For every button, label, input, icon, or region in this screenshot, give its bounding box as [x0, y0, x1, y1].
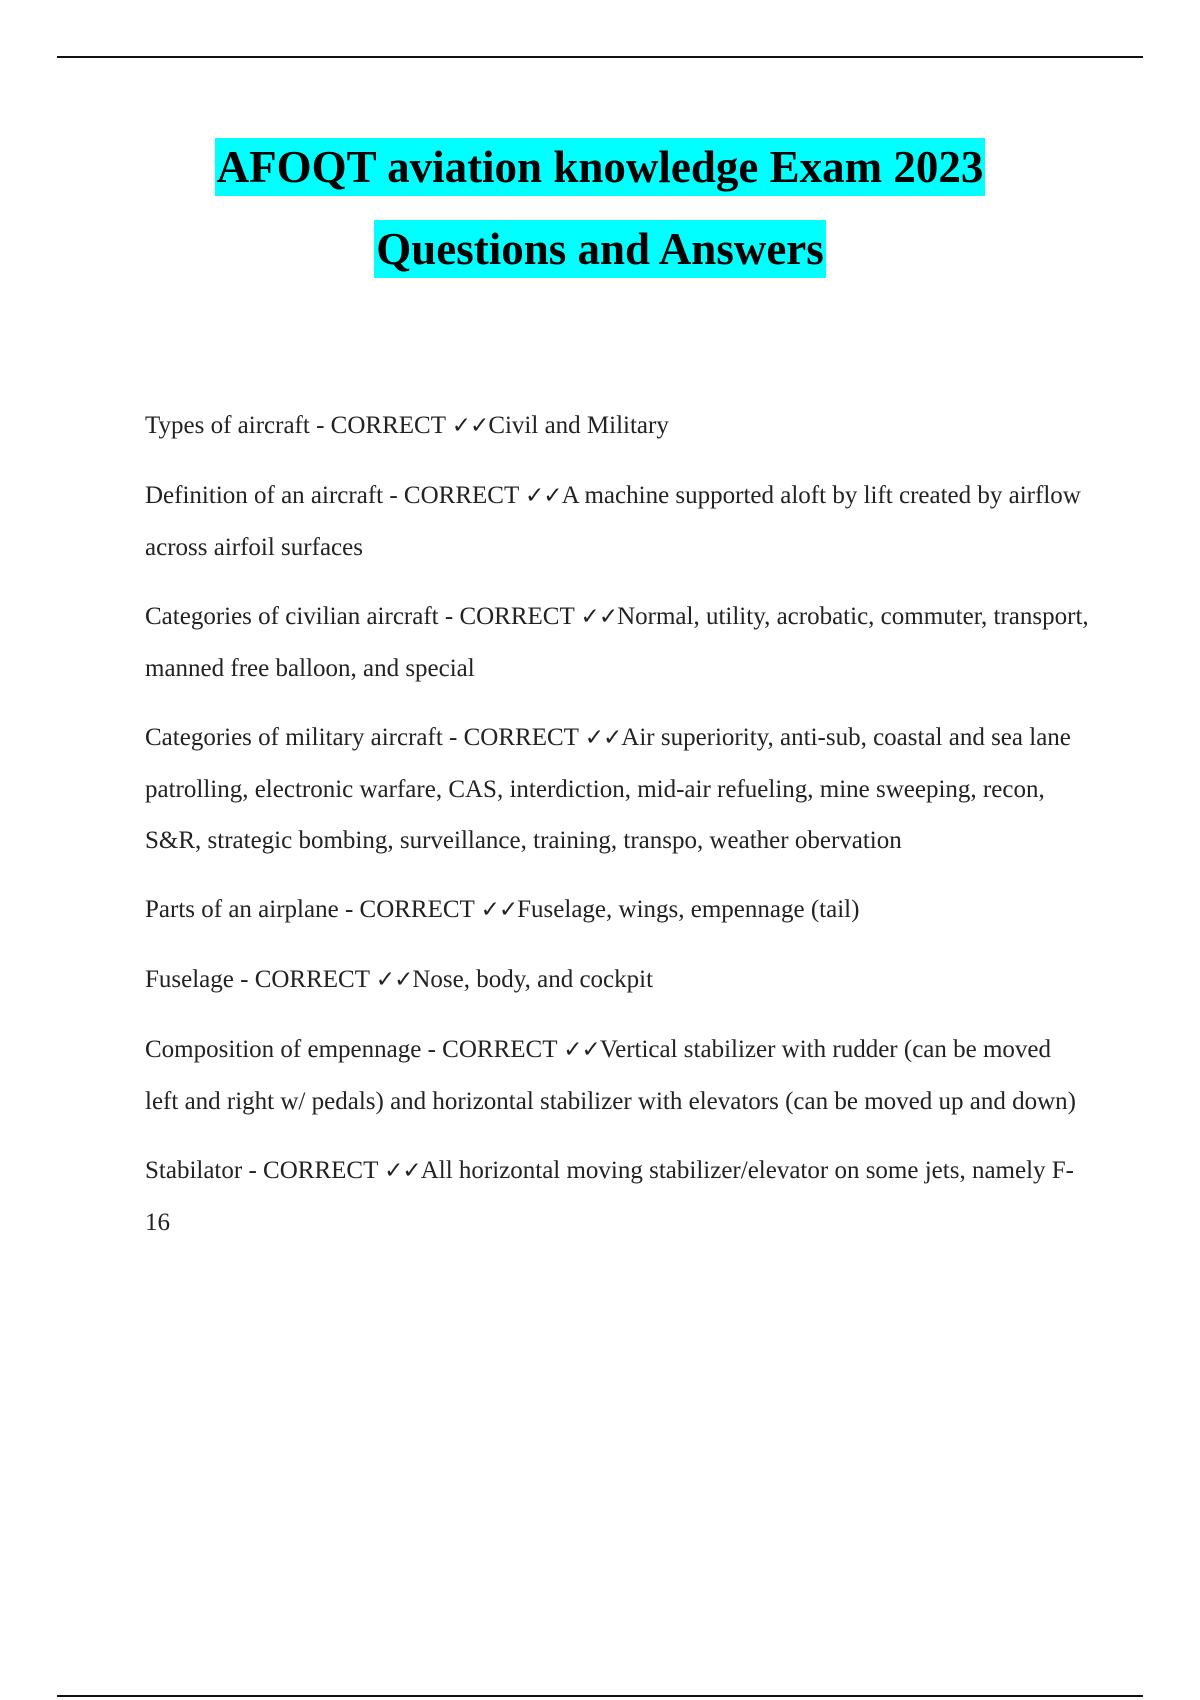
qa-item-2 [145, 470, 1090, 573]
separator: - [442, 724, 464, 751]
answer-text: Fuselage, wings, empennage (tail) [517, 896, 860, 923]
correct-marker: CORRECT [359, 896, 481, 923]
check-mark-icon: ✓✓ [580, 604, 618, 630]
answer-text: All horizontal moving stabilizer/elevator on some jets, namely F-16 [145, 1157, 1075, 1236]
qa-item-6 [145, 954, 1090, 1006]
separator: - [383, 482, 404, 509]
question-text: Fuselage [145, 966, 234, 993]
title-line-1: AFOQT aviation knowledge Exam 2023 [215, 138, 986, 196]
correct-marker: CORRECT [254, 966, 376, 993]
qa-list [145, 400, 1090, 1266]
correct-marker: CORRECT [403, 482, 526, 509]
correct-marker: CORRECT [459, 603, 581, 630]
answer-text: Vertical stabilizer with rudder (can be moved left and right w/ pedals) and horizontal stabilizer with elevators (can be moved up and down) [145, 1036, 1076, 1115]
check-mark-icon: ✓✓ [384, 1158, 421, 1184]
answer-text: Civil and Military [488, 412, 669, 439]
separator: - [309, 412, 331, 439]
check-mark-icon: ✓✓ [563, 1037, 600, 1063]
separator: - [438, 603, 460, 630]
correct-marker: CORRECT [463, 724, 585, 751]
separator: - [233, 966, 255, 993]
qa-item-8 [145, 1145, 1090, 1248]
correct-marker: CORRECT [442, 1036, 564, 1063]
bottom-rule [57, 1695, 1143, 1697]
question-text: Types of aircraft [145, 412, 310, 439]
question-text: Definition of an aircraft [145, 482, 384, 509]
correct-marker: CORRECT [330, 412, 452, 439]
separator: - [338, 896, 360, 923]
check-mark-icon: ✓✓ [480, 897, 518, 923]
question-text: Composition of empennage [145, 1036, 422, 1063]
separator: - [421, 1036, 443, 1063]
answer-text: Air superiority, anti-sub, coastal and sea lane patrolling, electronic warfare, CAS, interdiction, mid-air refueling, mine sweeping, recon, S&R, strategic bombing, surveillance, training, transpo, weather obervation [145, 724, 1071, 854]
document-title [0, 138, 1200, 302]
title-line-2: Questions and Answers [374, 220, 826, 278]
question-text: Categories of military aircraft [145, 724, 443, 751]
correct-marker: CORRECT [263, 1157, 385, 1184]
qa-item-7 [145, 1024, 1090, 1127]
question-text: Stabilator [145, 1157, 243, 1184]
answer-text: Nose, body, and cockpit [412, 966, 654, 993]
separator: - [242, 1157, 264, 1184]
check-mark-icon: ✓✓ [525, 483, 562, 509]
answer-text: A machine supported aloft by lift created by airflow across airfoil surfaces [145, 482, 1081, 561]
question-text: Parts of an airplane [145, 896, 339, 923]
question-text: Categories of civilian aircraft [145, 603, 439, 630]
qa-item-5 [145, 884, 1090, 936]
answer-text: Normal, utility, acrobatic, commuter, transport, manned free balloon, and special [145, 603, 1089, 682]
qa-item-1 [145, 400, 1090, 452]
qa-item-3 [145, 591, 1090, 694]
check-mark-icon: ✓✓ [375, 967, 413, 993]
check-mark-icon: ✓✓ [584, 725, 622, 751]
qa-item-4 [145, 712, 1090, 866]
top-rule [57, 56, 1143, 58]
check-mark-icon: ✓✓ [451, 413, 489, 439]
